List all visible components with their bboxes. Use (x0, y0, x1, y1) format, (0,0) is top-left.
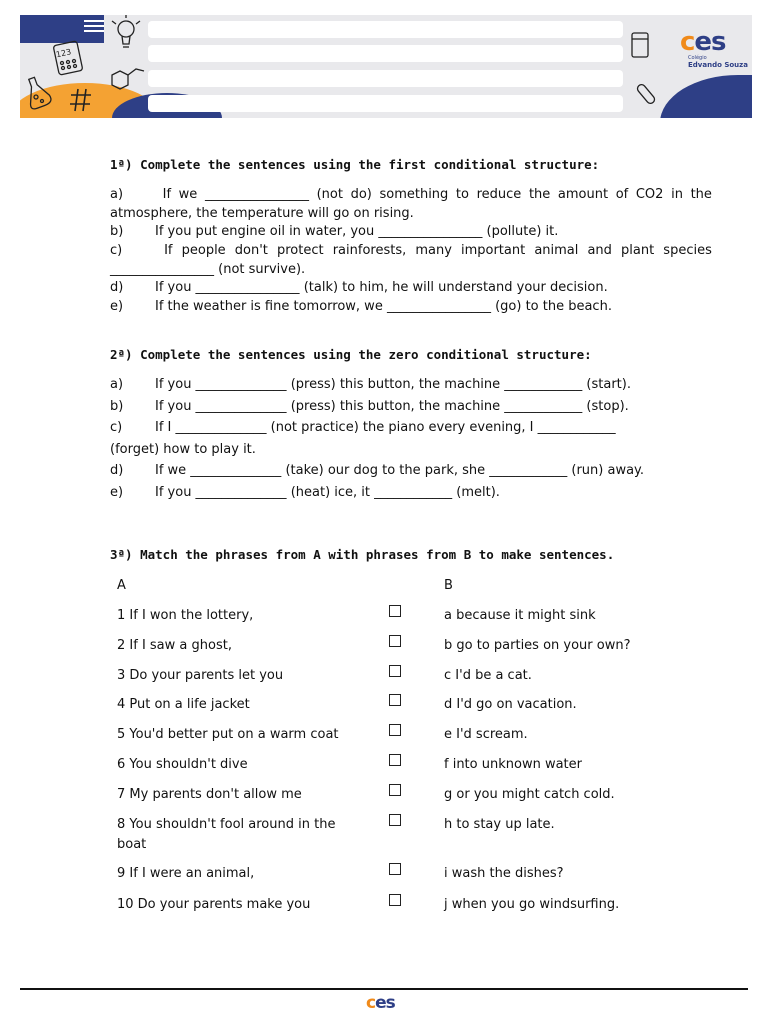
sentence-word: protect (277, 243, 324, 258)
sentence-word: amount (557, 187, 609, 202)
item-label: a) (110, 377, 124, 392)
column-a-header: A (117, 578, 126, 593)
sentence-word: the (690, 187, 712, 202)
match-phrase-b: h to stay up late. (444, 817, 555, 832)
sentence-word: If (164, 243, 173, 258)
item-label: c) (110, 420, 123, 435)
match-phrase-b: f into unknown water (444, 757, 582, 772)
sentence-word: we (178, 187, 198, 202)
answer-checkbox[interactable] (389, 635, 401, 647)
section1-line (110, 204, 712, 223)
sentence-word: and (587, 243, 612, 258)
section2-line (110, 418, 712, 437)
sentence-word: rainforests, (332, 243, 407, 258)
lightbulb-icon (112, 15, 140, 47)
sentence-word: to (455, 187, 469, 202)
test-tube-icon (636, 83, 656, 105)
match-phrase-a: 9 If I were an animal, (117, 866, 255, 881)
section1-line (110, 297, 712, 316)
match-phrase-a: 3 Do your parents let you (117, 668, 284, 683)
sentence-word: people (181, 243, 226, 258)
match-phrase-a-continued: boat (117, 837, 147, 852)
sentence-text: If I ______________ (not practice) the piano every evening, I ____________ (155, 420, 616, 435)
logo-subtitle-small: Colégio (688, 55, 707, 61)
header-input-field-3[interactable] (148, 70, 623, 87)
match-phrase-b: i wash the dishes? (444, 866, 564, 881)
answer-checkbox[interactable] (389, 694, 401, 706)
item-label: d) (110, 280, 124, 295)
footer-divider (20, 988, 748, 990)
section1-line (110, 260, 712, 279)
match-phrase-a: 5 You'd better put on a warm coat (117, 727, 339, 742)
section2-line (110, 397, 712, 416)
section1-line (110, 185, 712, 204)
sentence-text: (forget) how to play it. (110, 442, 256, 457)
section2-line (110, 375, 712, 394)
section2-line (110, 440, 712, 459)
item-label: b) (110, 399, 124, 414)
item-label: a) (110, 187, 124, 202)
section2-heading: 2ª) Complete the sentences using the zero conditional structure: (110, 347, 592, 362)
school-logo (680, 29, 750, 73)
match-phrase-a: 6 You shouldn't dive (117, 757, 248, 772)
sentence-word: important (460, 243, 526, 258)
match-phrase-b: c I'd be a cat. (444, 668, 532, 683)
header-banner (20, 15, 752, 118)
answer-checkbox[interactable] (389, 724, 401, 736)
jar-icon (632, 33, 648, 57)
section3-heading: 3ª) Match the phrases from A with phrases from B to make sentences. (110, 547, 615, 562)
footer-logo: ces (366, 993, 395, 1013)
match-phrase-b: g or you might catch cold. (444, 787, 615, 802)
match-phrase-b: d I'd go on vacation. (444, 697, 577, 712)
sentence-text: If you ______________ (press) this button, the machine ____________ (start). (155, 377, 631, 392)
match-phrase-b: e I'd scream. (444, 727, 528, 742)
answer-checkbox[interactable] (389, 863, 401, 875)
sentence-text: If the weather is fine tomorrow, we ________________ (go) to the beach. (155, 299, 612, 314)
flask-icon (22, 74, 53, 110)
sentence-text: If you put engine oil in water, you ________________ (pollute) it. (155, 224, 559, 239)
answer-checkbox[interactable] (389, 605, 401, 617)
calculator-icon (53, 41, 83, 75)
section1-heading: 1ª) Complete the sentences using the first conditional structure: (110, 157, 600, 172)
match-phrase-a: 4 Put on a life jacket (117, 697, 250, 712)
sentence-word: something (379, 187, 449, 202)
match-phrase-a: 10 Do your parents make you (117, 897, 311, 912)
match-phrase-a: 7 My parents don't allow me (117, 787, 302, 802)
logo-school-name: Edvando Souza (688, 61, 748, 69)
match-phrase-b: j when you go windsurfing. (444, 897, 620, 912)
sentence-text: ________________ (not survive). (110, 262, 306, 277)
sentence-word: the (528, 187, 551, 202)
section1-line (110, 222, 712, 241)
sentence-word: of (615, 187, 629, 202)
match-phrase-a: 2 If I saw a ghost, (117, 638, 232, 653)
item-label: d) (110, 463, 124, 478)
logo-mark: ces (680, 27, 726, 57)
section1-line (110, 241, 712, 260)
sentence-word: in (671, 187, 683, 202)
sentence-text: If we ______________ (take) our dog to the park, she ____________ (run) away. (155, 463, 645, 478)
header-input-field-2[interactable] (148, 45, 623, 62)
sentence-text: If you ______________ (press) this button, the machine ____________ (stop). (155, 399, 629, 414)
header-input-field-4[interactable] (148, 95, 623, 112)
match-phrase-b: b go to parties on your own? (444, 638, 631, 653)
header-input-field-1[interactable] (148, 21, 623, 38)
sentence-text: atmosphere, the temperature will go on rising. (110, 206, 414, 221)
section2-line (110, 483, 712, 502)
sentence-word: species (663, 243, 712, 258)
match-phrase-b: a because it might sink (444, 608, 596, 623)
answer-checkbox[interactable] (389, 665, 401, 677)
sentence-word: many (415, 243, 452, 258)
sentence-word: CO2 (635, 187, 664, 202)
item-label: e) (110, 485, 124, 500)
sentence-word: ________________ (204, 187, 309, 202)
item-label: b) (110, 224, 124, 239)
answer-checkbox[interactable] (389, 814, 401, 826)
molecule-icon (112, 69, 144, 89)
hashtag-icon (70, 89, 91, 111)
item-label: e) (110, 299, 124, 314)
item-label: c) (110, 243, 123, 258)
sentence-word: plant (621, 243, 655, 258)
svg-text:123: 123 (55, 47, 72, 60)
answer-checkbox[interactable] (389, 784, 401, 796)
sentence-word: reduce (476, 187, 522, 202)
answer-checkbox[interactable] (389, 754, 401, 766)
sentence-text: If you ________________ (talk) to him, he will understand your decision. (155, 280, 608, 295)
column-b-header: B (444, 578, 453, 593)
sentence-word: If (162, 187, 172, 202)
sentence-word: (not (316, 187, 343, 202)
match-phrase-a: 1 If I won the lottery, (117, 608, 254, 623)
section1-line (110, 278, 712, 297)
sentence-text: If you ______________ (heat) ice, it ____________ (melt). (155, 485, 500, 500)
sentence-word: animal (534, 243, 579, 258)
sentence-word: don't (234, 243, 268, 258)
match-phrase-a: 8 You shouldn't fool around in the (117, 817, 336, 832)
sentence-word: do) (350, 187, 372, 202)
section2-line (110, 461, 712, 480)
answer-checkbox[interactable] (389, 894, 401, 906)
